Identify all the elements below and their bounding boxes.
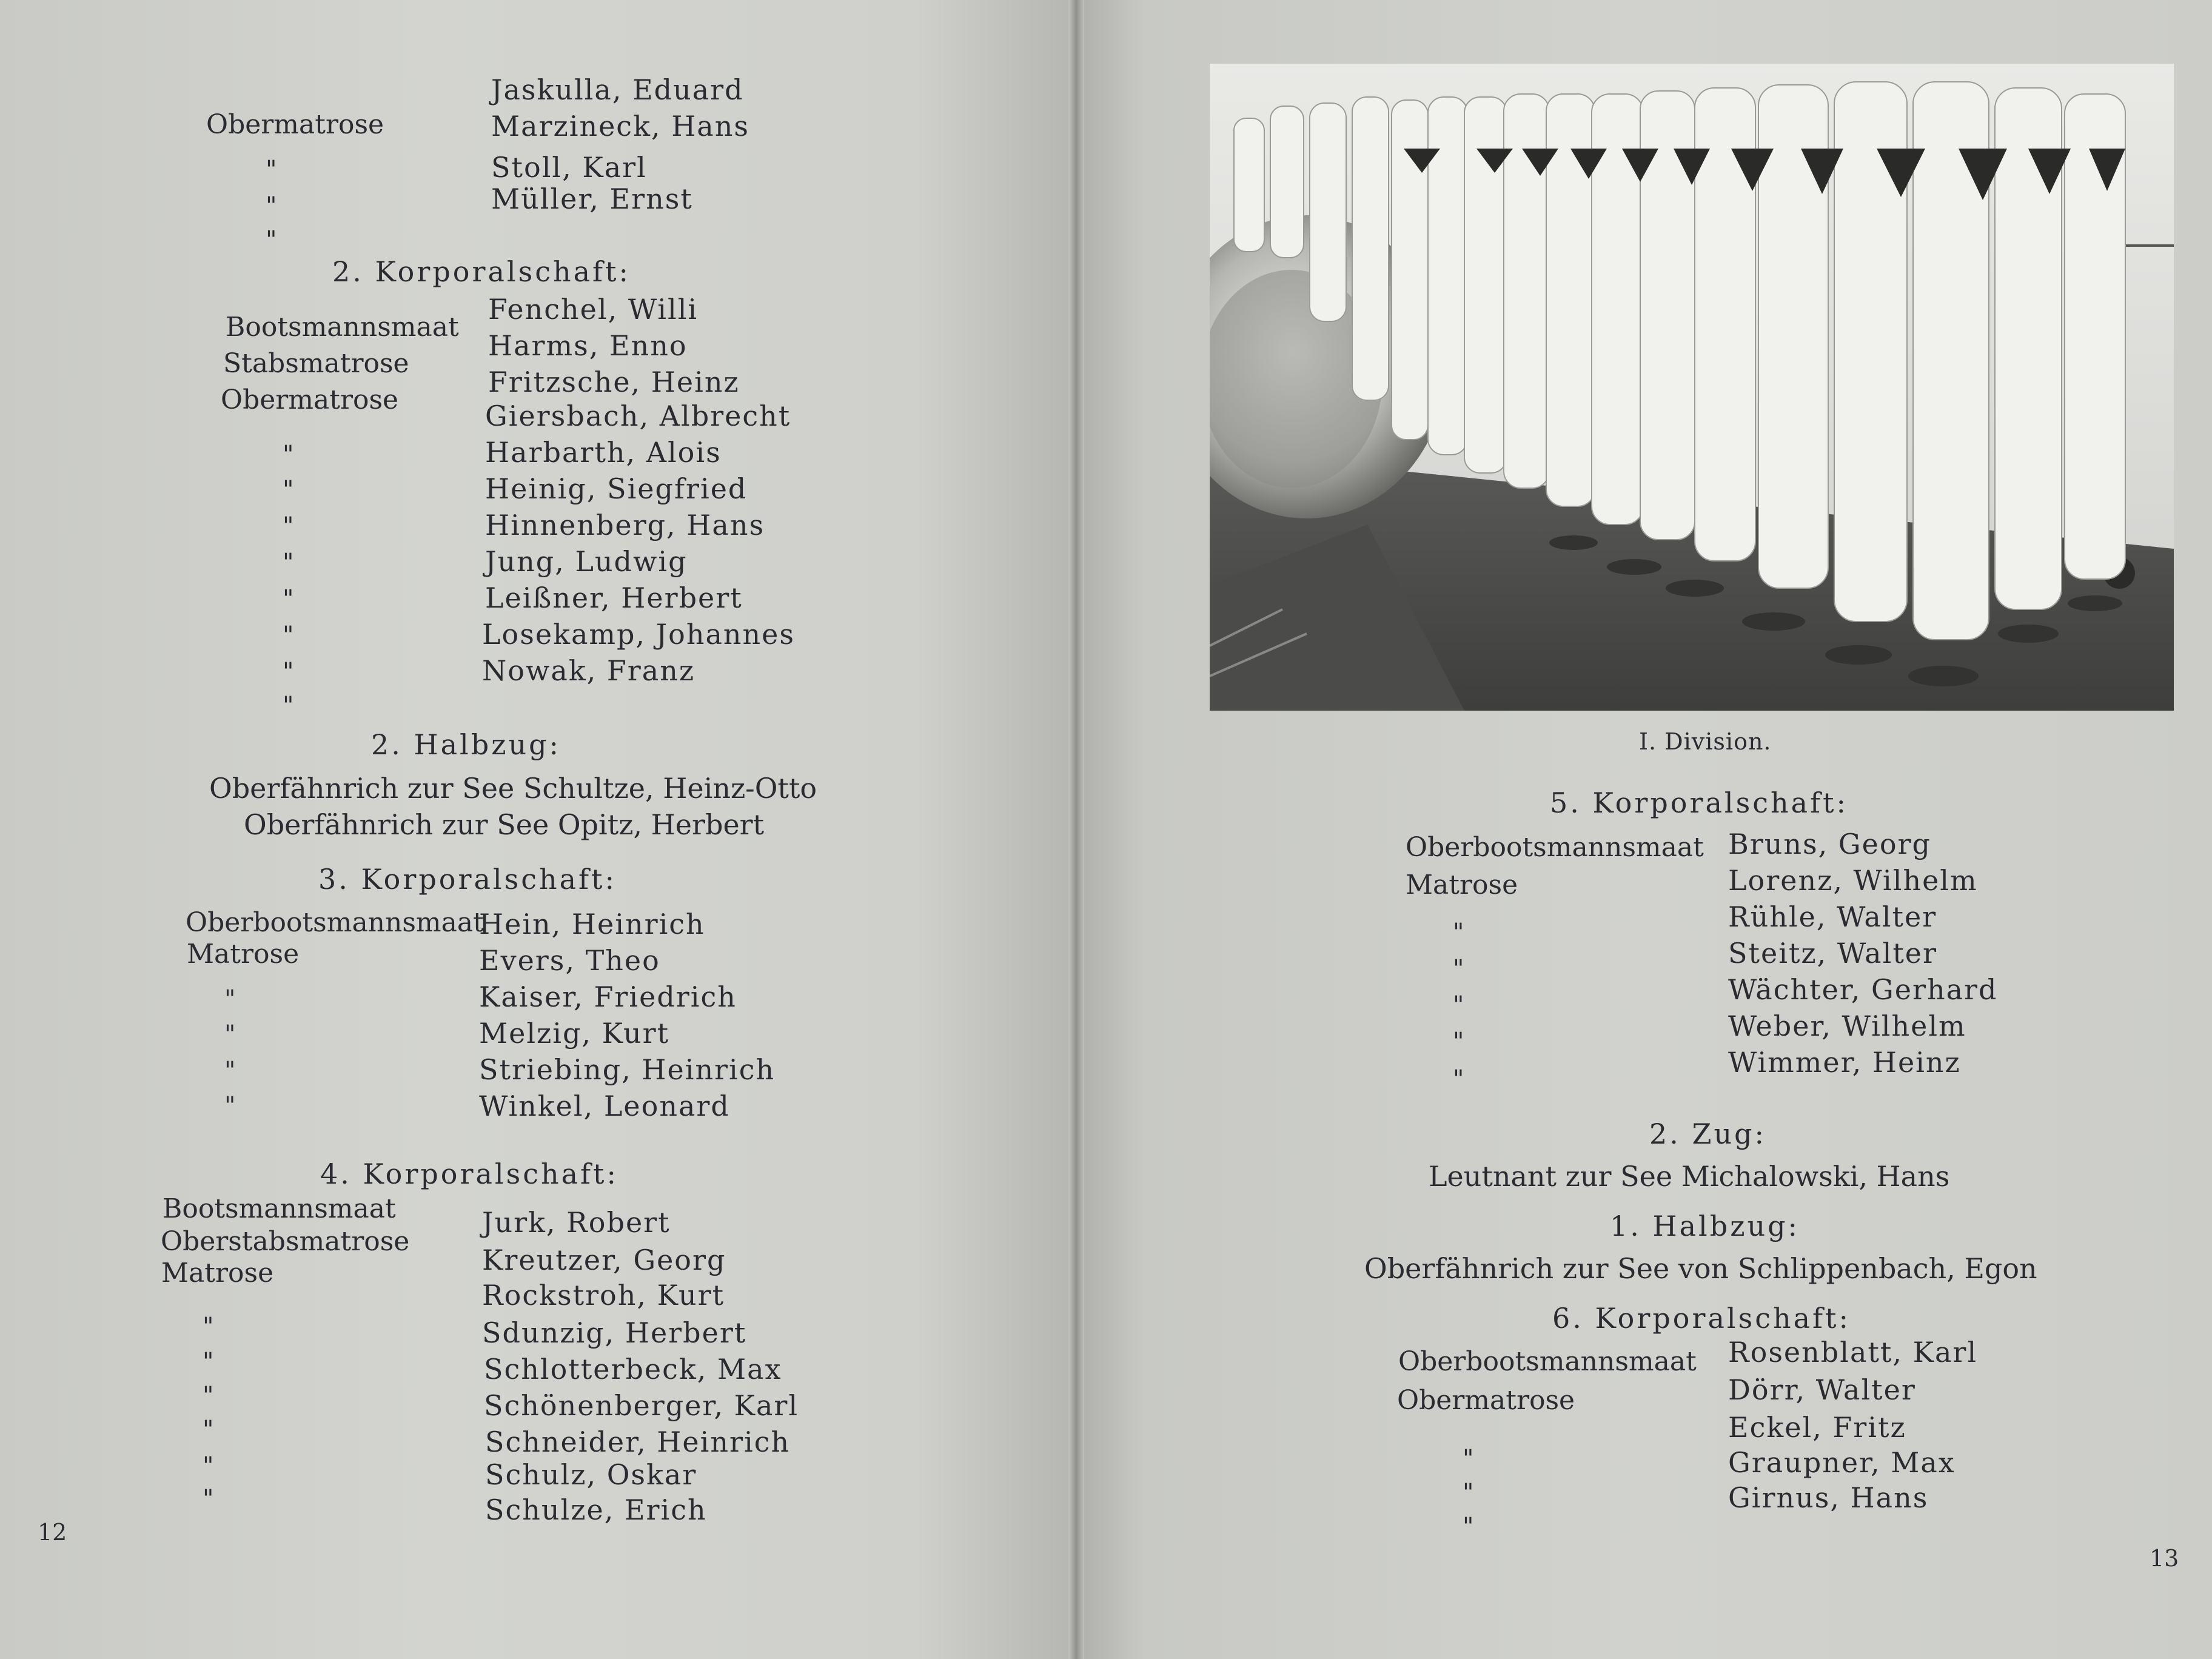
name-entry: Losekamp, Johannes — [482, 618, 795, 651]
name-entry: Wimmer, Heinz — [1728, 1046, 1961, 1079]
ditto-mark: " — [1463, 1513, 1474, 1541]
ditto-mark: " — [266, 192, 277, 220]
ditto-mark: " — [266, 156, 277, 184]
name-entry: Rosenblatt, Karl — [1728, 1336, 1978, 1369]
name-entry: Evers, Theo — [479, 944, 660, 977]
ditto-mark: " — [203, 1485, 214, 1513]
name-entry: Hein, Heinrich — [479, 908, 705, 940]
name-entry: Müller, Ernst — [491, 183, 693, 215]
name-entry: Jaskulla, Eduard — [491, 73, 744, 106]
name-entry: Winkel, Leonard — [479, 1090, 730, 1122]
name-entry: Weber, Wilhelm — [1728, 1010, 1966, 1042]
ditto-mark: " — [1453, 919, 1464, 947]
name-entry: Dörr, Walter — [1728, 1373, 1916, 1406]
name-entry: Fenchel, Willi — [488, 293, 699, 326]
name-entry: Heinig, Siegfried — [485, 472, 748, 505]
name-entry: Schlotterbeck, Max — [484, 1353, 782, 1386]
section-heading: 2. Zug: — [1649, 1118, 1767, 1150]
ditto-mark: " — [224, 985, 236, 1013]
ditto-mark: " — [203, 1313, 214, 1341]
name-entry: Schulze, Erich — [485, 1493, 707, 1526]
ditto-mark: " — [1453, 1028, 1464, 1056]
name-entry: Steitz, Walter — [1728, 937, 1938, 970]
name-entry: Kaiser, Friedrich — [479, 980, 737, 1013]
ditto-mark: " — [1453, 955, 1464, 983]
ditto-mark: " — [1463, 1445, 1474, 1473]
ditto-mark: " — [283, 692, 294, 720]
page-number: 13 — [2150, 1545, 2179, 1572]
name-entry: Schneider, Heinrich — [485, 1426, 791, 1458]
leader-line: Leutnant zur See Michalowski, Hans — [1429, 1160, 1950, 1193]
name-entry: Leißner, Herbert — [485, 581, 743, 614]
name-entry: Marzineck, Hans — [491, 110, 749, 142]
rank-label: Obermatrose — [1397, 1385, 1575, 1416]
rank-label: Obermatrose — [206, 109, 384, 140]
name-entry: Schönenberger, Karl — [484, 1389, 799, 1422]
name-entry: Bruns, Georg — [1728, 828, 1931, 860]
rank-label: Matrose — [1406, 870, 1518, 900]
name-entry: Sdunzig, Herbert — [482, 1316, 747, 1349]
ditto-mark: " — [203, 1382, 214, 1410]
name-entry: Fritzsche, Heinz — [488, 366, 740, 398]
name-entry: Giersbach, Albrecht — [485, 400, 791, 432]
section-heading: 4. Korporalschaft: — [320, 1158, 619, 1190]
ditto-mark: " — [283, 441, 294, 469]
name-entry: Kreutzer, Georg — [482, 1244, 726, 1276]
name-entry: Graupner, Max — [1728, 1446, 1956, 1479]
name-entry: Striebing, Heinrich — [479, 1053, 776, 1086]
ditto-mark: " — [203, 1452, 214, 1480]
ditto-mark: " — [224, 1057, 236, 1085]
ditto-mark: " — [1453, 991, 1464, 1019]
ditto-mark: " — [203, 1348, 214, 1376]
name-entry: Wächter, Gerhard — [1728, 973, 1998, 1006]
section-heading: 5. Korporalschaft: — [1550, 786, 1849, 819]
rank-label: Matrose — [161, 1258, 274, 1289]
division-photograph — [1210, 64, 2174, 711]
section-heading: 3. Korporalschaft: — [318, 863, 617, 896]
rank-label: Obermatrose — [221, 384, 399, 415]
name-entry: Harms, Enno — [488, 329, 688, 362]
leader-line: Oberfähnrich zur See Opitz, Herbert — [244, 808, 765, 841]
name-entry: Rockstroh, Kurt — [482, 1279, 725, 1312]
ditto-mark: " — [283, 622, 294, 649]
section-heading: 1. Halbzug: — [1610, 1210, 1800, 1242]
section-heading: 2. Korporalschaft: — [332, 255, 631, 288]
photo-caption: I. Division. — [1639, 728, 1772, 755]
rank-label: Oberbootsmannsmaat — [186, 907, 484, 938]
rank-label: Oberstabsmatrose — [161, 1226, 410, 1257]
ditto-mark: " — [203, 1416, 214, 1444]
rank-label: Bootsmannsmaat — [163, 1193, 396, 1224]
name-entry: Girnus, Hans — [1728, 1481, 1929, 1514]
name-entry: Hinnenberg, Hans — [485, 509, 765, 541]
rank-label: Oberbootsmannsmaat — [1406, 832, 1704, 863]
ditto-mark: " — [283, 585, 294, 613]
ditto-mark: " — [283, 512, 294, 540]
name-entry: Melzig, Kurt — [479, 1017, 670, 1050]
rank-label: Stabsmatrose — [223, 348, 409, 379]
ditto-mark: " — [1463, 1479, 1474, 1507]
ditto-mark: " — [224, 1021, 236, 1048]
name-entry: Lorenz, Wilhelm — [1728, 864, 1978, 897]
name-entry: Schulz, Oskar — [485, 1458, 697, 1491]
name-entry: Harbarth, Alois — [485, 436, 722, 469]
book-gutter — [1068, 0, 1084, 1659]
rank-label: Oberbootsmannsmaat — [1398, 1346, 1697, 1377]
leader-line: Oberfähnrich zur See von Schlippenbach, Egon — [1364, 1252, 2037, 1285]
ditto-mark: " — [283, 476, 294, 504]
section-heading: 2. Halbzug: — [371, 728, 561, 761]
leader-line: Oberfähnrich zur See Schultze, Heinz-Otto — [209, 772, 817, 805]
page-number: 12 — [38, 1519, 67, 1546]
name-entry: Eckel, Fritz — [1728, 1411, 1906, 1444]
rank-label: Bootsmannsmaat — [226, 312, 459, 343]
section-heading: 6. Korporalschaft: — [1552, 1302, 1851, 1335]
ditto-mark: " — [1453, 1065, 1464, 1093]
name-entry: Jurk, Robert — [482, 1206, 671, 1239]
rank-label: Matrose — [187, 939, 300, 970]
name-entry: Jung, Ludwig — [485, 545, 688, 578]
name-entry: Stoll, Karl — [491, 151, 647, 184]
ditto-mark: " — [224, 1092, 236, 1120]
ditto-mark: " — [283, 549, 294, 577]
ditto-mark: " — [283, 658, 294, 686]
name-entry: Rühle, Walter — [1728, 900, 1937, 933]
ditto-mark: " — [266, 226, 277, 254]
name-entry: Nowak, Franz — [482, 654, 695, 687]
